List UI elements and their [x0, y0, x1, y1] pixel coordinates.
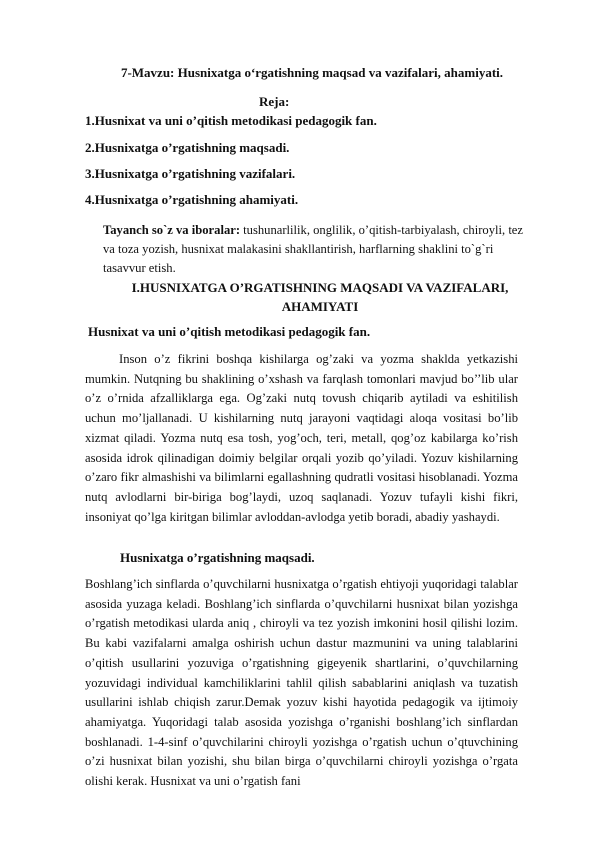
keywords-text: tushunarlilik, onglilik, o’qitish-tarbiyalash, chiroyli, tez va toza yozish, husnixat malakasini shakllantirish, harflarning shaklini to`g`ri tasavvur etish.	[103, 223, 523, 276]
section-heading	[60, 278, 580, 316]
body-paragraph: Boshlang’ich sinflarda o’quvchilarni husnixatga o’rgatish ehtiyoji yuqoridagi talablar asosida yuzaga keladi. Boshlang’ich sinflarda o’quvchilarni husnixat bilan yozishga o’rgatish metodikasi ularda aniq , chiroyli va tez yozish imkonini hosil qilishi lozim. Bu kabi vazifalarni amalga oshirish uchun dastur mazmunini va uning talablarini o’qitish usullarini yozuviga o’rgatishning gigeyenik shartlarini, o’quvchilarning yozuvidagi individual kamchiliklarini tahlil qilish sabablarini aniqlash va tuzatish usullarini ishlab chiqish zarur.Demak yozuv kishi hayotida pedagogik va ijtimoiy ahamiyatga. Yuqoridagi talab asosida yozishga o’rganishi boshlang’ich sinflardan boshlanadi. 1-4-sinf o’quvchilarini chiroyli yozishga o’rgatish uchun o’qtuvchining o’zi husnixat bilan yozishi, shu bilan birga o’quvchilarni chiroyli yozishga o’rgata olishi kerak. Husnixat va uni o’rgatish fani	[85, 577, 518, 789]
plan-label: Reja:	[259, 94, 290, 109]
section-heading-line: AHAMIYATI	[281, 299, 359, 314]
section-heading-line: I.HUSNIXATGA O’RGATISHNING MAQSADI VA VAZIFALARI,	[131, 280, 509, 295]
subheading: Husnixat va uni o’qitish metodikasi pedagogik fan.	[88, 324, 371, 339]
plan-item: 3.Husnixatga o’rgatishning vazifalari.	[85, 166, 296, 181]
keywords-label: Tayanch so`z va iboralar:	[103, 223, 241, 237]
plan-item: 4.Husnixatga o’rgatishning ahamiyati.	[85, 192, 299, 207]
plan-item: 1.Husnixat va uni o’qitish metodikasi pedagogik fan.	[85, 113, 377, 128]
body-paragraph: Inson o’z fikrini boshqa kishilarga og’zaki va yozma shaklda yetkazishi mumkin. Nutqning bu shaklining o’xshash va farqlash tomonlari mavjud bo’’lib ular o’z o’rnida afzalliklarga ega. Og’zaki nutq tovush chiqarib aytiladi va eshitilish uchun mo’ljallanadi. U kishilarning nutq jarayoni vaqtidagi aloqa vositasi bo’lib xizmat qiladi. Yozma nutq esa tosh, yog’och, teri, metall, qog’oz kabilarga ko’rish asosida idrok qilinadigan doimiy belgilar orqali yozib qo’yiladi. Yozuv kishilarning o’zaro fikr almashishi va bilimlarni egallashning qudratli vositasi hisoblanadi. Yozma nutq avlodlarni bir-biriga bog’laydi, uzoq saqlanadi. Yozuv tufayli kishi fikri, insoniyat qo’lga kiritgan bilimlar avloddan-avlodga yetib boradi, abadiy yashaydi.	[85, 352, 518, 524]
page-title: 7-Mavzu: Husnixatga o‘rgatishning maqsad va vazifalari, ahamiyati.	[120, 65, 504, 80]
keywords-block	[103, 221, 533, 279]
plan-item: 2.Husnixatga o’rgatishning maqsadi.	[85, 140, 290, 155]
subheading: Husnixatga o’rgatishning maqsadi.	[120, 550, 315, 565]
